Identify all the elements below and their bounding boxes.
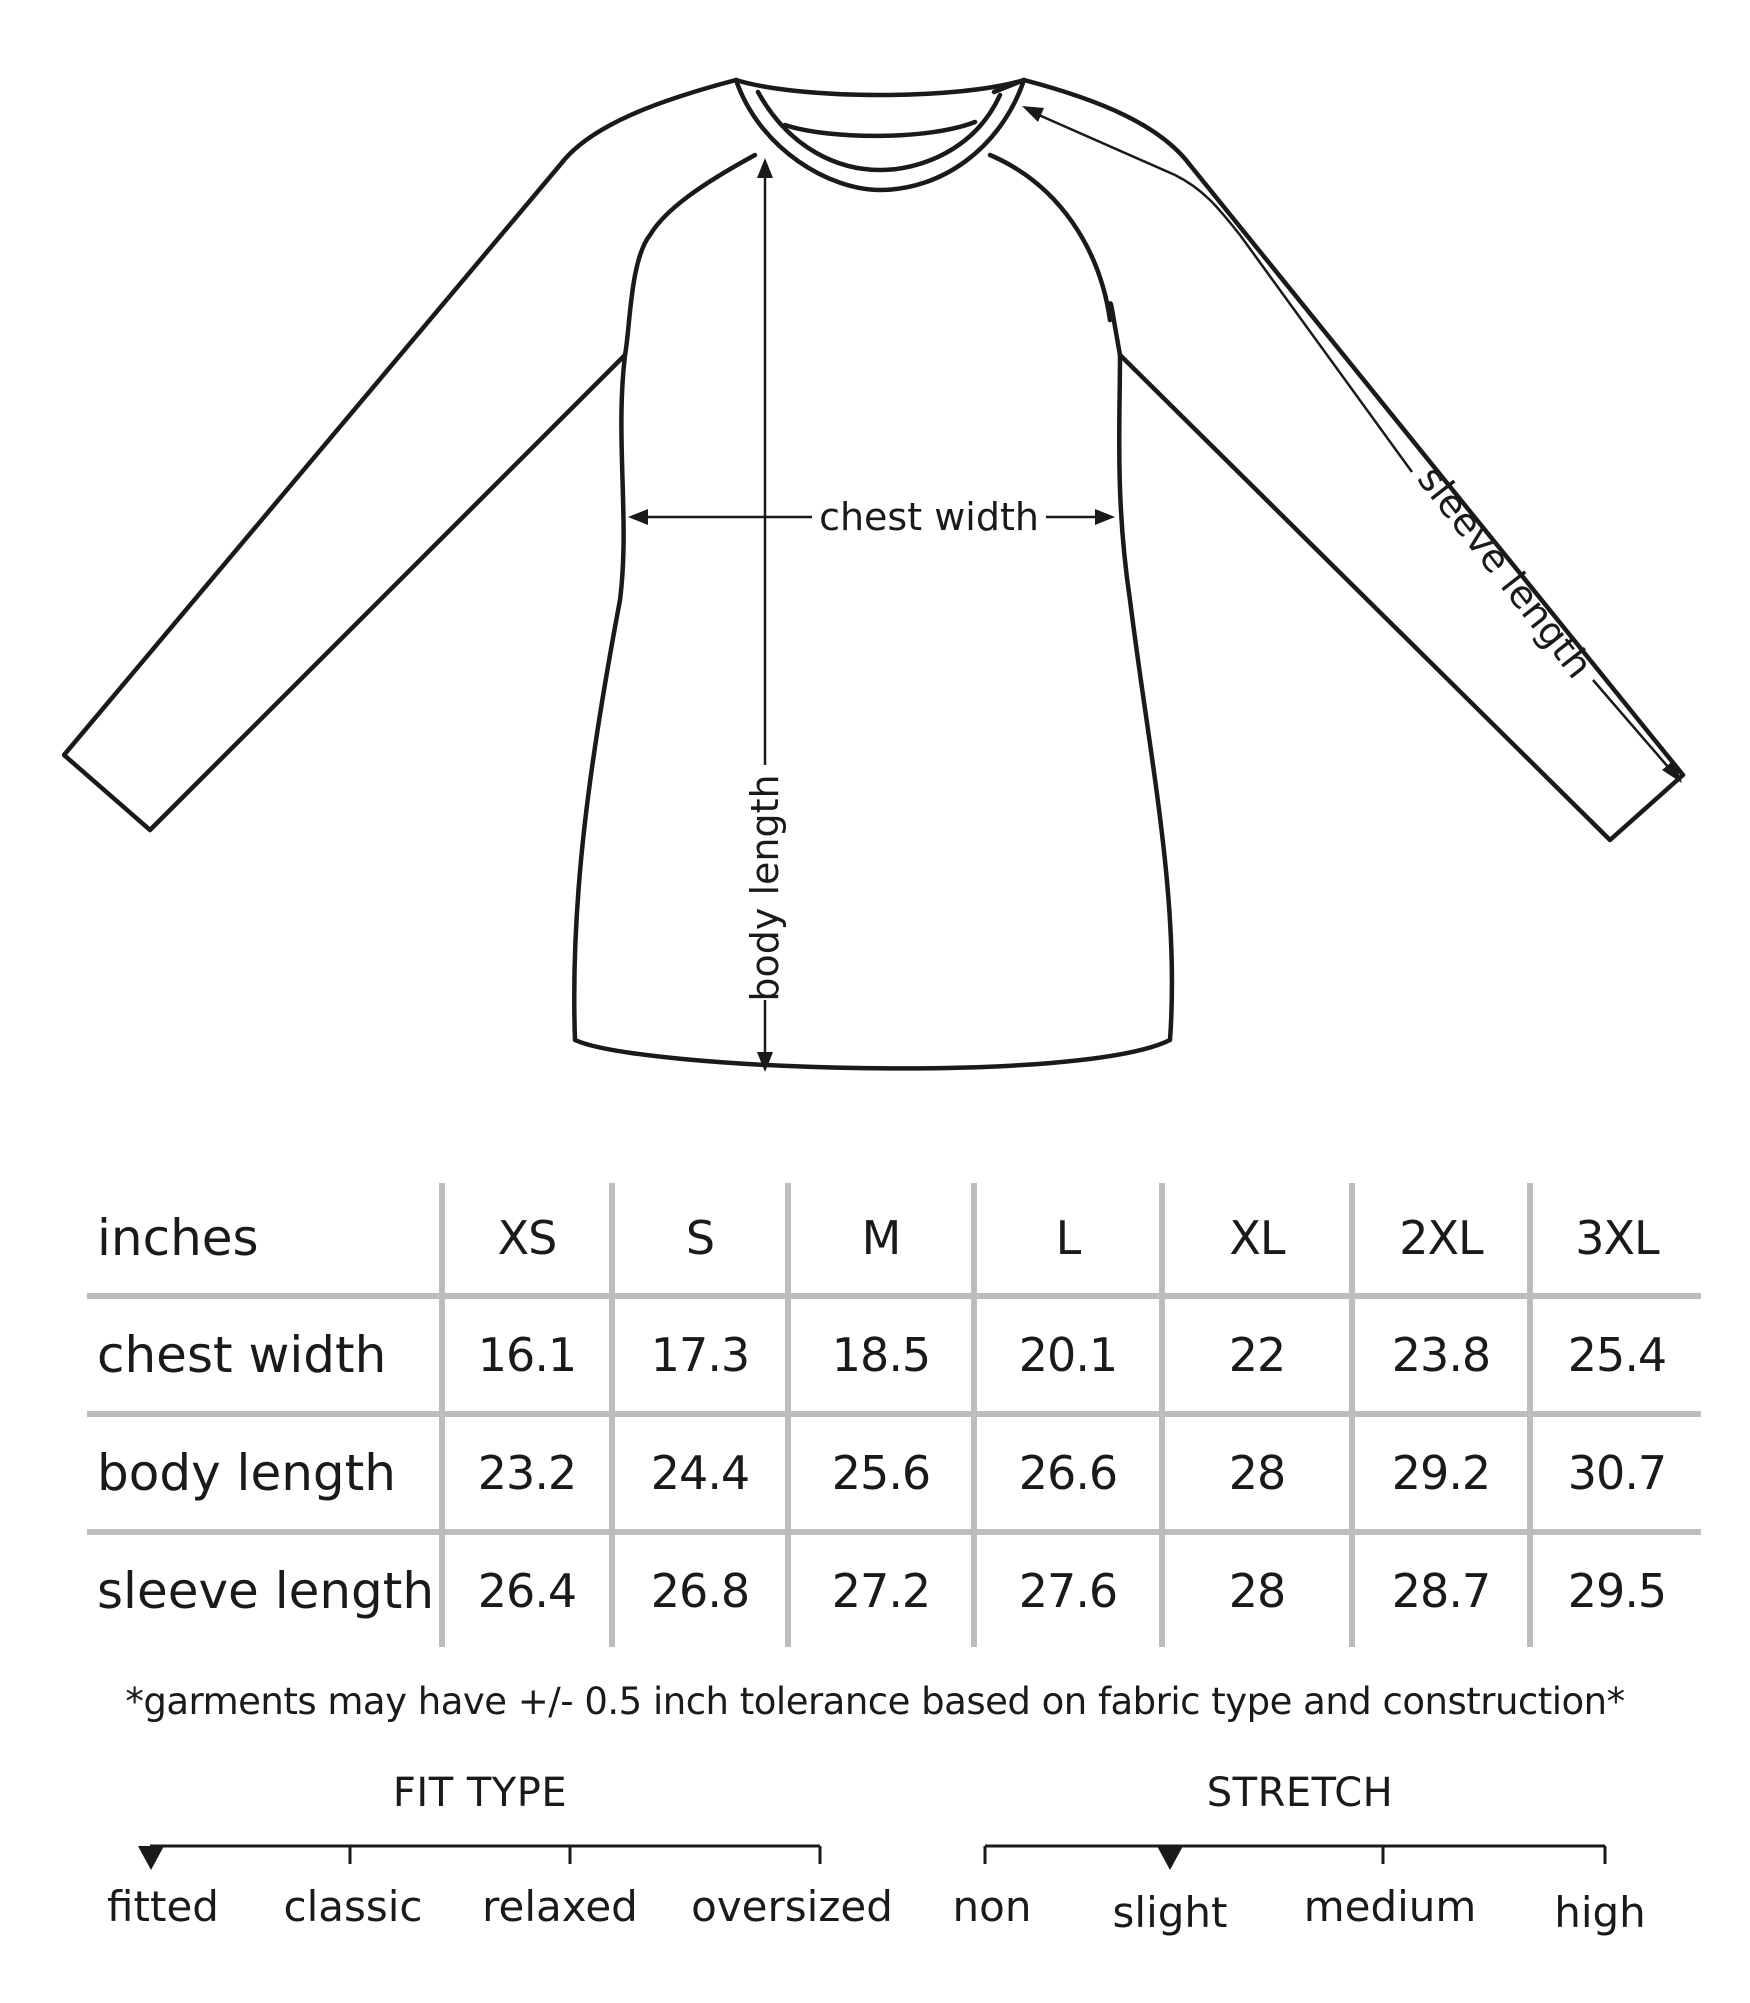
table-cell: 25.6 xyxy=(788,1414,974,1532)
body-arrow-top xyxy=(757,158,773,178)
chest-arrow-left xyxy=(628,509,648,525)
size-table xyxy=(87,1183,1701,1647)
collar-band-line xyxy=(785,122,975,136)
chest-width-label: chest width xyxy=(819,495,1039,539)
size-s: S xyxy=(612,1183,788,1296)
table-cell: 24.4 xyxy=(612,1414,788,1532)
table-cell: 17.3 xyxy=(612,1296,788,1414)
stretch-title: STRETCH xyxy=(1206,1770,1394,1816)
sleeve-length-label: sleeve length xyxy=(1409,457,1602,687)
table-cell: 18.5 xyxy=(788,1296,974,1414)
table-cell: 26.4 xyxy=(442,1532,612,1647)
fit-option-fitted: fitted xyxy=(107,1882,219,1931)
stretch-option-slight: slight xyxy=(1112,1888,1228,1937)
fit-option-oversized: oversized xyxy=(691,1882,893,1931)
stretch-scale xyxy=(985,1846,1605,1870)
sleeve-arrow-top xyxy=(1022,106,1044,122)
stretch-option-non: non xyxy=(952,1882,1032,1931)
table-cell: 28.7 xyxy=(1352,1532,1530,1647)
size-xl: XL xyxy=(1162,1183,1352,1296)
size-3xl: 3XL xyxy=(1530,1183,1701,1296)
unit-label: inches xyxy=(97,1209,259,1267)
table-cell: 26.6 xyxy=(974,1414,1162,1532)
table-cell: 27.6 xyxy=(974,1532,1162,1647)
tolerance-note: *garments may have +/- 0.5 inch tolerance based on fabric type and construction* xyxy=(125,1680,1625,1723)
table-cell: 29.2 xyxy=(1352,1414,1530,1532)
body-outline xyxy=(574,235,1172,1068)
body-length-label: body length xyxy=(743,774,787,1002)
fit-option-relaxed: relaxed xyxy=(482,1882,638,1931)
sleeve-dimension-bottom xyxy=(1593,680,1675,775)
size-2xl: 2XL xyxy=(1352,1183,1530,1296)
left-sleeve-outline xyxy=(64,80,736,830)
size-xs: XS xyxy=(442,1183,612,1296)
table-cell: 20.1 xyxy=(974,1296,1162,1414)
table-cell: 27.2 xyxy=(788,1532,974,1647)
fit-type-scale xyxy=(138,1846,820,1870)
table-row-sleeve-length xyxy=(87,1532,1701,1647)
table-cell: 23.2 xyxy=(442,1414,612,1532)
left-raglan-seam xyxy=(650,155,755,235)
collar-top-line xyxy=(736,80,1024,95)
table-cell: 28 xyxy=(1162,1414,1352,1532)
sleeve-dimension-top-b xyxy=(1175,175,1412,472)
table-cell: 28 xyxy=(1162,1532,1352,1647)
size-l: L xyxy=(974,1183,1162,1296)
body-arrow-bottom xyxy=(757,1052,773,1072)
table-row-chest-width xyxy=(87,1296,1701,1414)
row-label: body length xyxy=(87,1414,442,1532)
row-label: sleeve length xyxy=(87,1532,442,1647)
right-raglan-seam xyxy=(990,155,1110,320)
table-row-body-length xyxy=(87,1414,1701,1532)
table-cell: 22 xyxy=(1162,1296,1352,1414)
stretch-selected-marker xyxy=(1157,1846,1183,1870)
table-cell: 16.1 xyxy=(442,1296,612,1414)
fit-selected-marker xyxy=(138,1846,164,1870)
stretch-option-high: high xyxy=(1554,1888,1646,1937)
chest-arrow-right xyxy=(1095,509,1115,525)
size-header-row xyxy=(87,1183,1701,1296)
fit-option-classic: classic xyxy=(283,1882,423,1931)
fit-type-title: FIT TYPE xyxy=(392,1770,568,1816)
sleeve-dimension-top-a xyxy=(1032,112,1175,175)
size-m: M xyxy=(788,1183,974,1296)
right-sleeve-outline xyxy=(1024,80,1683,840)
table-cell: 23.8 xyxy=(1352,1296,1530,1414)
table-cell: 30.7 xyxy=(1530,1414,1701,1532)
stretch-option-medium: medium xyxy=(1303,1882,1477,1931)
table-cell: 25.4 xyxy=(1530,1296,1701,1414)
table-cell: 26.8 xyxy=(612,1532,788,1647)
table-cell: 29.5 xyxy=(1530,1532,1701,1647)
row-label: chest width xyxy=(87,1296,442,1414)
